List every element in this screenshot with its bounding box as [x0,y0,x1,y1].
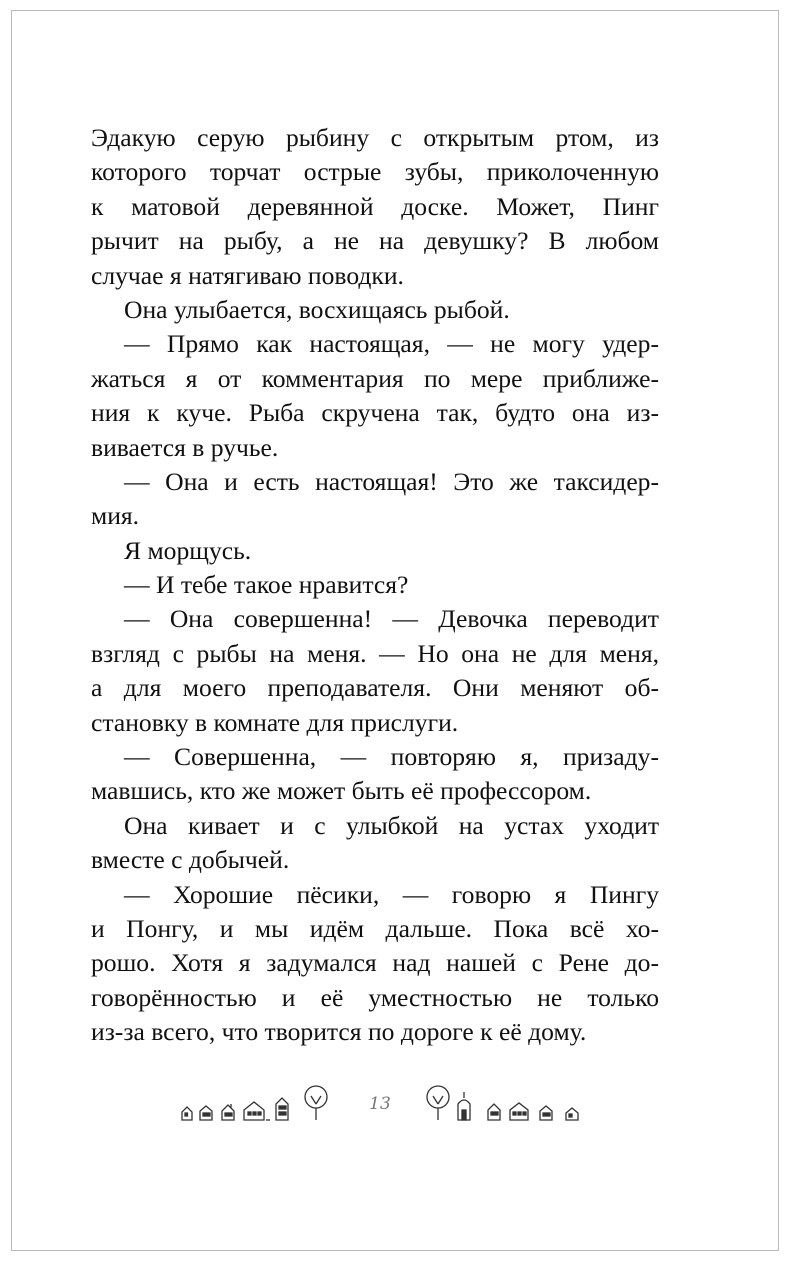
text-line: — Прямо как настоящая, — не могу удер- [124,329,659,359]
text-line: которого торчат острые зубы, приколоченную [91,157,659,187]
text-line: — Хорошие пёсики, — говорю я Пингу [124,879,659,909]
paragraph [91,809,659,878]
text-line: Она улыбается, восхищаясь рыбой. [124,294,510,324]
paragraph [91,293,659,327]
text-line: — Совершенна, — повторяю я, призаду- [124,742,659,772]
page-number: 13 [369,1094,391,1114]
body-text [91,121,659,1050]
text-line: к матовой деревянной доске. Может, Пинг [91,191,659,221]
text-line: ния к куче. Рыба скручена так, будто она из- [91,398,659,428]
paragraph [91,465,659,534]
text-line: вместе с добычей. [91,845,290,875]
text-line: рычит на рыбу, а не на девушку? В любом [91,226,659,256]
text-line: становку в комнате для прислуги. [91,707,459,737]
text-line: мавшись, кто же может быть её профессором. [91,776,592,806]
paragraph [91,878,659,1050]
text-line: из-за всего, что творится по дороге к её дому. [91,1017,587,1047]
paragraph [91,602,659,740]
paragraph [91,740,659,809]
text-line: случае я натягиваю поводки. [91,260,404,290]
paragraph [91,121,659,293]
text-line: взгляд с рыбы на меня. — Но она не для меня, [91,638,659,668]
text-line: Я морщусь. [124,535,252,565]
houses-left-icon [178,1082,328,1130]
houses-right-icon [422,1082,588,1130]
text-line: говорённостью и её уместностью не только [91,982,659,1012]
text-line: Эдакую серую рыбину с открытым ртом, из [91,123,659,152]
text-line: Она кивает и с улыбкой на устах уходит [124,810,659,840]
text-line: рошо. Хотя я задумался над нашей с Рене до- [91,948,659,978]
text-line: мия. [91,501,140,531]
paragraph [91,568,659,602]
text-line: — Она и есть настоящая! Это же таксидер- [124,466,659,496]
text-line: и Понгу, и мы идём дальше. Пока всё хо- [91,913,659,943]
text-line: вивается в ручье. [91,432,279,462]
paragraph [91,534,659,568]
text-line: жаться я от комментария по мере приближе- [91,363,659,393]
text-line: а для моего преподавателя. Они меняют об- [91,673,659,703]
text-line: — И тебе такое нравится? [124,570,409,600]
paragraph [91,327,659,465]
text-line: — Она совершенна! — Девочка переводит [124,604,659,634]
page-footer [178,1082,588,1130]
